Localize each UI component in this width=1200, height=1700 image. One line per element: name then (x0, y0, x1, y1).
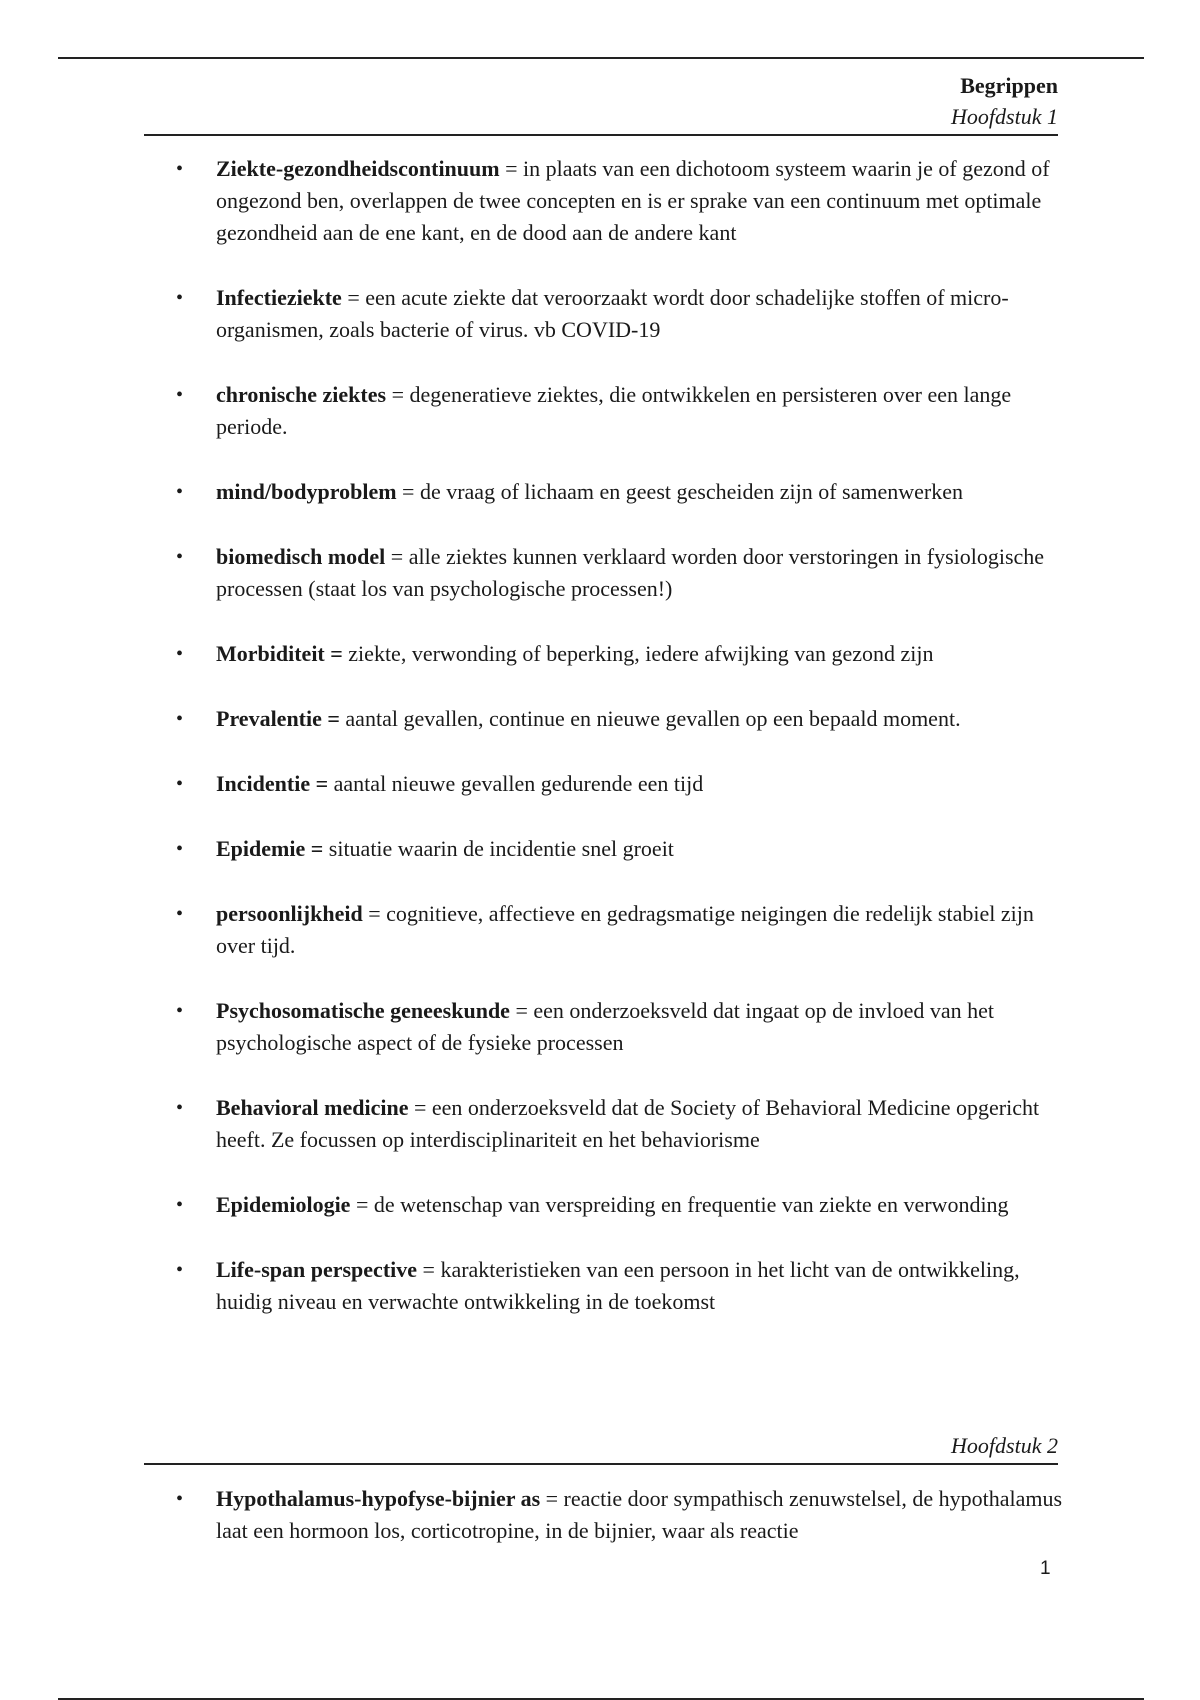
term-name: Epidemiologie (216, 1192, 351, 1217)
term-list-item (144, 995, 1064, 1059)
term-list-item (144, 379, 1064, 443)
term-list-item (144, 898, 1064, 962)
term-list-item (144, 476, 1064, 508)
bullet-icon: • (176, 773, 184, 795)
term-definition: aantal nieuwe gevallen gedurende een tijd (328, 771, 704, 796)
bullet-icon: • (176, 708, 184, 730)
bullet-icon: • (176, 158, 184, 180)
chapter-2-header (144, 1430, 1058, 1461)
chapter-2-heading: Hoofdstuk 2 (951, 1433, 1058, 1458)
term-definition: situatie waarin de incidentie snel groeit (323, 836, 674, 861)
term-list-item (144, 703, 1064, 735)
bullet-icon: • (176, 481, 184, 503)
term-name: Incidentie = (216, 771, 329, 796)
bullet-icon: • (176, 287, 184, 309)
term-definition: ziekte, verwonding of beperking, iedere afwijking van gezond zijn (342, 641, 934, 666)
term-name: Psychosomatische geneeskunde (216, 998, 510, 1023)
term-list-item (144, 1189, 1064, 1221)
term-definition: = in plaats van een dichotoom systeem waarin je of gezond of ongezond ben, overlappen de twee concepten en is er sprake van een continuum met optimale gezondheid aan de ene kant, en de dood aan de andere kant (216, 156, 1050, 245)
term-definition: = karakteristieken van een persoon in het licht van de ontwikkeling, huidig niveau en verwachte ontwikkeling in de toekomst (216, 1257, 1020, 1314)
term-definition: = de wetenschap van verspreiding en frequentie van ziekte en verwonding (350, 1192, 1009, 1217)
term-name: Prevalentie = (216, 706, 340, 731)
bullet-icon: • (176, 1097, 184, 1119)
term-definition: aantal gevallen, continue en nieuwe gevallen op een bepaald moment. (339, 706, 961, 731)
bullet-icon: • (176, 384, 184, 406)
term-name: Behavioral medicine (216, 1095, 409, 1120)
term-name: Epidemie = (216, 836, 324, 861)
chapter-2-rule (144, 1463, 1058, 1465)
bullet-icon: • (176, 643, 184, 665)
term-list-item (144, 541, 1064, 605)
term-definition: = een onderzoeksveld dat ingaat op de invloed van het psychologische aspect of de fysieke processen (216, 998, 994, 1055)
term-list-item (144, 638, 1064, 670)
term-list-item (144, 282, 1064, 346)
term-list-item (144, 1092, 1064, 1156)
term-definition: = de vraag of lichaam en geest gescheiden zijn of samenwerken (396, 479, 963, 504)
term-definition: = reactie door sympathisch zenuwstelsel, de hypothalamus laat een hormoon los, corticotropine, in de bijnier, waar als reactie (216, 1486, 1063, 1543)
term-list-item (144, 1254, 1064, 1318)
bullet-icon: • (176, 903, 184, 925)
term-name: Ziekte-gezondheidscontinuum (216, 156, 500, 181)
term-definition: = een acute ziekte dat veroorzaakt wordt door schadelijke stoffen of micro-organismen, zoals bacterie of virus. vb COVID-19 (216, 285, 1009, 342)
term-list-item (144, 768, 1064, 800)
term-name: Hypothalamus-hypofyse-bijnier as (216, 1486, 541, 1511)
term-list-item (144, 1483, 1064, 1547)
document-title: Begrippen (960, 73, 1058, 98)
chapter-2-term-list (144, 1483, 1064, 1547)
term-list-item (144, 833, 1064, 865)
term-name: chronische ziektes (216, 382, 387, 407)
bullet-icon: • (176, 838, 184, 860)
term-name: Infectieziekte (216, 285, 342, 310)
chapter-1-rule (144, 134, 1058, 136)
term-definition: = alle ziektes kunnen verklaard worden door verstoringen in fysiologische processen (staat los van psychologische processen!) (216, 544, 1045, 601)
bullet-icon: • (176, 1259, 184, 1281)
bullet-icon: • (176, 1000, 184, 1022)
term-name: persoonlijkheid (216, 901, 363, 926)
chapter-1-heading: Hoofdstuk 1 (951, 104, 1058, 129)
page-number: 1 (1040, 1558, 1051, 1579)
term-name: biomedisch model (216, 544, 386, 569)
term-name: Life-span perspective (216, 1257, 418, 1282)
term-name: mind/bodyproblem (216, 479, 397, 504)
bullet-icon: • (176, 1194, 184, 1216)
bullet-icon: • (176, 1488, 184, 1510)
term-list-item (144, 153, 1064, 249)
document-header (144, 70, 1058, 132)
term-definition: = cognitieve, affectieve en gedragsmatige neigingen die redelijk stabiel zijn over tijd. (216, 901, 1034, 958)
page-top-border (58, 57, 1144, 59)
chapter-1-term-list (144, 153, 1064, 1318)
term-definition: = een onderzoeksveld dat de Society of Behavioral Medicine opgericht heeft. Ze focussen op interdisciplinariteit en het behaviorisme (216, 1095, 1040, 1152)
term-definition: = degeneratieve ziektes, die ontwikkelen en persisteren over een lange periode. (216, 382, 1012, 439)
bullet-icon: • (176, 546, 184, 568)
term-name: Morbiditeit = (216, 641, 343, 666)
